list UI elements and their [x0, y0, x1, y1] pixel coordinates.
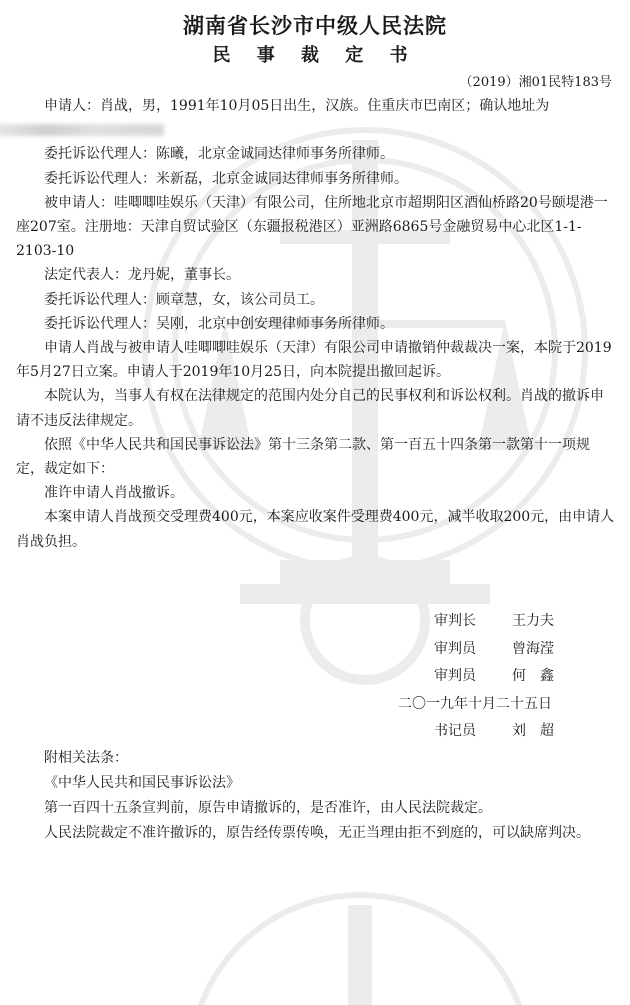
signature-row [398, 663, 608, 691]
signature-row [398, 718, 608, 746]
respondent-paragraph: 被申请人：哇唧唧哇娱乐（天津）有限公司，住所地北京市超期阳区酒仙桥路20号颐堤港一座207室。注册地：天津自贸试验区（东疆报税港区）亚洲路6865号金融贸易中心北区1-1-2103-10 [16, 194, 608, 260]
agent-paragraph-4: 委托诉讼代理人：吴刚，北京中创安理律师事务所律师。 [44, 315, 394, 332]
signature-date-row [398, 691, 608, 719]
signature-name: 刘 超 [512, 723, 554, 739]
applicant-text: 申请人：肖战，男，1991年10月05日出生，汉族。住重庆市巴南区；确认地址为 [44, 98, 550, 114]
appendix-heading: 附相关法条： [44, 750, 128, 766]
signature-role: 审判长 [434, 613, 476, 629]
signature-role: 审判员 [434, 640, 476, 657]
legal-rep-paragraph: 法定代表人：龙丹妮，董事长。 [44, 267, 240, 284]
court-name: 湖南省长沙市中级人民法院 [183, 14, 447, 38]
case-number: （2019）湘01民特183号 [459, 75, 612, 90]
signature-role: 审判员 [434, 668, 476, 684]
agent-paragraph-1: 委托诉讼代理人：陈曦，北京金诚同达律师事务所律师。 [44, 146, 394, 163]
agent-paragraph-2: 委托诉讼代理人：米新磊，北京金诚同达律师事务所律师。 [44, 170, 408, 187]
appendix-article-2: 人民法院裁定不准许撤诉的，原告经传票传唤，无正当理由拒不到庭的，可以缺席判决。 [44, 825, 590, 841]
fee-paragraph: 本案申请人肖战预交受理费400元，本案应收案件受理费400元，减半收取200元，由申请人肖战负担。 [16, 509, 615, 550]
case-facts-paragraph: 申请人肖战与被申请人哇唧唧哇娱乐（天津）有限公司申请撤销仲裁裁决一案，本院于2019年5月27日立案。申请人于2019年10月25日，向本院提出撤回起诉。 [16, 340, 612, 381]
signature-row [398, 636, 608, 664]
ruling-body [16, 94, 616, 554]
appendix-law-title: 《中华人民共和国民事诉讼法》 [44, 775, 240, 791]
legal-basis-paragraph: 依照《中华人民共和国民事诉讼法》第十三条第二款、第一百五十四条第一款第十一项规定，裁定如下： [16, 436, 590, 478]
applicant-paragraph [16, 94, 616, 142]
signature-name: 曾海滢 [512, 640, 554, 657]
signature-block [398, 608, 608, 746]
agent-paragraph-3: 委托诉讼代理人：顾章慧，女，该公司员工。 [44, 291, 324, 308]
redacted-address [0, 124, 164, 136]
appendix [16, 746, 616, 846]
signature-name: 何 鑫 [512, 668, 554, 684]
appendix-article-1: 第一百四十五条宣判前，原告申请撤诉的，是否准许，由人民法院裁定。 [44, 800, 492, 816]
court-opinion-paragraph: 本院认为，当事人有权在法律规定的范围内处分自己的民事权利和诉讼权利。肖战的撤诉申请不违反法律规定。 [16, 388, 604, 429]
signature-role: 书记员 [434, 723, 476, 739]
ruling-paragraph: 准许申请人肖战撤诉。 [44, 485, 184, 502]
document-title: 民 事 裁 定 书 [212, 45, 418, 66]
signature-name: 王力夫 [512, 613, 554, 629]
ruling-date: 二〇一九年十月二十五日 [398, 695, 552, 712]
signature-row [398, 608, 608, 636]
